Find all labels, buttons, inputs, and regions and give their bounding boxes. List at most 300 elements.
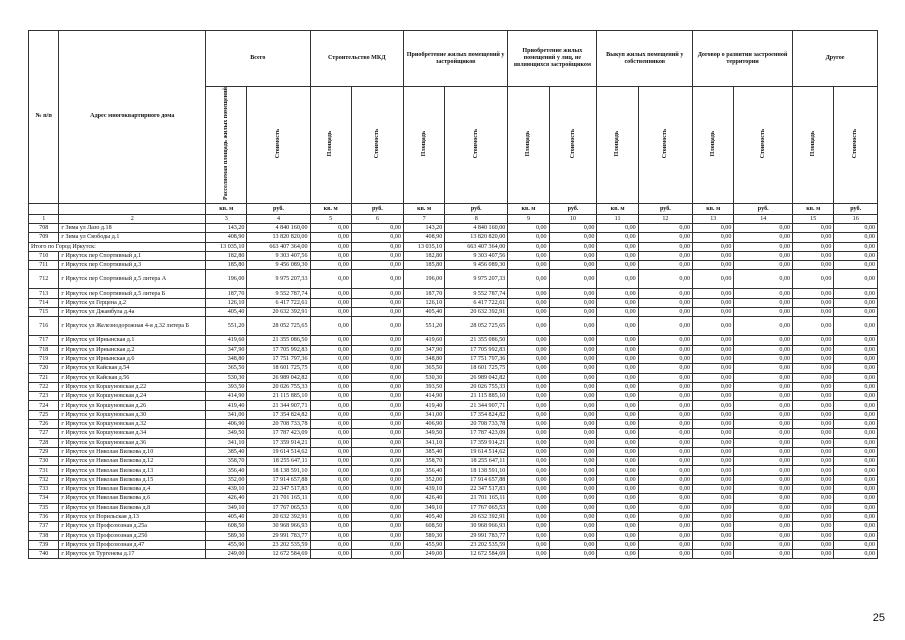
area-value: 0,00 [508,373,549,382]
unit-cost: руб. [445,203,508,214]
row-number: 722 [29,382,59,391]
cost-value: 19 614 514,62 [445,447,508,456]
area-subheader [206,87,247,204]
table-row [29,392,878,401]
area-value: 349,10 [206,503,247,512]
address-cell: г Иркутск ул Николая Вилкова д.12 [59,457,206,466]
area-value: 0,00 [793,512,834,521]
table-row [29,354,878,363]
table-row [29,382,878,391]
area-value: 182,80 [403,251,444,260]
cost-value: 0,00 [834,438,878,447]
address-cell: г Иркутск ул Норильская д.13 [59,512,206,521]
address-cell: г Иркутск ул Герцена д.2 [59,298,206,307]
area-value: 249,00 [403,550,444,559]
area-value: 0,00 [310,354,351,363]
row-number: 718 [29,345,59,354]
row-number: 710 [29,251,59,260]
row-number: 734 [29,494,59,503]
area-value: 0,00 [597,392,638,401]
cost-value: 0,00 [549,457,597,466]
address-cell: г Иркутск ул Профсоюзная д.25б [59,531,206,540]
cost-value: 18 601 725,75 [445,364,508,373]
area-value: 608,50 [206,522,247,531]
cost-value: 0,00 [549,308,597,317]
row-number: 728 [29,438,59,447]
table-row [29,233,878,242]
subheader-label: Стоимость [852,128,859,159]
area-value: 0,00 [508,550,549,559]
area-value: 0,00 [693,317,734,336]
area-value: 341,00 [206,410,247,419]
cost-value: 0,00 [351,540,403,549]
cost-value: 0,00 [834,242,878,251]
area-value: 405,40 [206,308,247,317]
cost-value: 0,00 [734,485,793,494]
area-value: 0,00 [693,298,734,307]
unit-cost: руб. [351,203,403,214]
area-value: 0,00 [693,531,734,540]
area-value: 0,00 [310,550,351,559]
area-value: 0,00 [793,317,834,336]
address-cell: г Иркутск ул Коршуновская д.30 [59,410,206,419]
area-value: 0,00 [793,270,834,289]
area-value: 0,00 [693,512,734,521]
area-value: 0,00 [508,354,549,363]
area-value: 0,00 [310,466,351,475]
area-value: 0,00 [597,364,638,373]
cost-value: 0,00 [734,494,793,503]
area-value: 0,00 [693,420,734,429]
cost-value: 18 138 591,10 [445,466,508,475]
area-value: 0,00 [508,522,549,531]
cost-value: 0,00 [638,503,692,512]
cost-value: 20 632 392,91 [247,512,310,521]
cost-value: 21 344 907,71 [247,401,310,410]
area-value: 0,00 [508,531,549,540]
column-number: 4 [247,214,310,223]
cost-value: 0,00 [549,223,597,232]
column-number: 9 [508,214,549,223]
cost-value: 0,00 [834,233,878,242]
unit-cost: руб. [247,203,310,214]
area-value: 0,00 [508,457,549,466]
area-value: 0,00 [310,420,351,429]
area-value: 0,00 [793,550,834,559]
cost-value: 0,00 [351,522,403,531]
group-header: Другое [793,31,878,87]
area-value: 530,30 [206,373,247,382]
area-value: 0,00 [310,242,351,251]
area-value: 0,00 [793,308,834,317]
unit-area: кв. м [597,203,638,214]
cost-value: 13 820 820,00 [247,233,310,242]
cost-value: 0,00 [734,345,793,354]
area-value: 0,00 [693,382,734,391]
area-value: 0,00 [597,251,638,260]
cost-value: 0,00 [834,485,878,494]
area-value: 0,00 [693,457,734,466]
cost-value: 28 052 725,65 [247,317,310,336]
address-cell: г Иркутск пер Спортивный д.5 литера Б [59,289,206,298]
cost-value: 0,00 [834,429,878,438]
row-number: 712 [29,270,59,289]
cost-value: 0,00 [638,223,692,232]
area-value: 0,00 [793,242,834,251]
area-value: 0,00 [793,457,834,466]
cost-value: 0,00 [638,438,692,447]
area-value: 0,00 [310,233,351,242]
area-value: 196,00 [403,270,444,289]
total-row [29,242,878,251]
cost-value: 26 989 042,82 [247,373,310,382]
column-number: 11 [597,214,638,223]
cost-value: 0,00 [734,420,793,429]
cost-value: 0,00 [834,251,878,260]
cost-value: 0,00 [351,308,403,317]
area-value: 0,00 [508,475,549,484]
area-value: 0,00 [693,410,734,419]
area-value: 414,90 [206,392,247,401]
col-addr-header: Адрес многоквартирного дома [59,31,206,204]
table-row [29,447,878,456]
subheader-label: Площадь [614,130,621,157]
area-value: 0,00 [693,233,734,242]
cost-value: 0,00 [351,429,403,438]
cost-value: 0,00 [549,512,597,521]
area-value: 0,00 [793,401,834,410]
area-value: 426,40 [206,494,247,503]
area-value: 0,00 [310,503,351,512]
subheader-label: Стоимость [275,128,282,159]
cost-value: 0,00 [351,242,403,251]
cost-value: 0,00 [834,392,878,401]
cost-value: 0,00 [734,354,793,363]
area-value: 0,00 [508,438,549,447]
area-value: 0,00 [693,336,734,345]
area-value: 0,00 [597,270,638,289]
row-number: 727 [29,429,59,438]
area-value: 126,10 [403,298,444,307]
row-number: 715 [29,308,59,317]
area-value: 455,90 [206,540,247,549]
area-value: 0,00 [310,251,351,260]
area-value: 405,40 [403,512,444,521]
area-subheader [403,87,444,204]
cost-value: 0,00 [734,382,793,391]
area-value: 0,00 [597,503,638,512]
area-value: 0,00 [793,494,834,503]
subheader-label: Стоимость [759,128,766,159]
cost-value: 0,00 [549,531,597,540]
area-value: 0,00 [310,494,351,503]
area-value: 0,00 [508,420,549,429]
cost-value: 0,00 [351,392,403,401]
address-cell: г Иркутск ул Коршуновская д.32 [59,420,206,429]
area-value: 187,70 [206,289,247,298]
area-value: 0,00 [597,223,638,232]
table-row [29,251,878,260]
cost-value: 0,00 [638,251,692,260]
table-row [29,298,878,307]
cost-value: 0,00 [351,550,403,559]
area-value: 0,00 [793,420,834,429]
unit-area: кв. м [310,203,351,214]
area-value: 0,00 [310,401,351,410]
address-cell: г Иркутск ул Профсоюзная д.25а [59,522,206,531]
cost-value: 0,00 [734,540,793,549]
group-header: Договор о развитии застроенной территории [693,31,793,87]
address-cell: г Иркутск ул Кайская д.54 [59,364,206,373]
cost-value: 0,00 [834,308,878,317]
cost-value: 0,00 [351,336,403,345]
area-value: 0,00 [597,438,638,447]
table-row [29,223,878,232]
cost-value: 21 115 885,10 [445,392,508,401]
cost-value: 0,00 [638,485,692,494]
cost-value: 0,00 [549,485,597,494]
table-body [29,223,878,559]
area-value: 0,00 [693,540,734,549]
area-value: 0,00 [597,494,638,503]
area-value: 0,00 [693,242,734,251]
address-cell: г Иркутск ул Николая Вилкова д.13 [59,466,206,475]
unit-area: кв. м [693,203,734,214]
area-value: 0,00 [597,345,638,354]
area-value: 0,00 [310,457,351,466]
column-number: 13 [693,214,734,223]
row-number: 725 [29,410,59,419]
group-header: Приобретение жилых помещений у застройщиков [403,31,507,87]
area-value: 0,00 [597,429,638,438]
area-value: 0,00 [793,438,834,447]
row-number: 709 [29,233,59,242]
address-cell: г Иркутск ул Тургенева д.17 [59,550,206,559]
cost-value: 0,00 [549,364,597,373]
cost-value: 0,00 [734,261,793,270]
cost-value: 0,00 [638,354,692,363]
cost-value: 20 026 755,33 [247,382,310,391]
cost-value: 0,00 [351,466,403,475]
cost-value: 17 787 423,09 [445,429,508,438]
area-value: 408,90 [403,233,444,242]
subheader-label: Расселяемая площадь жилых помещений [222,87,229,200]
area-value: 0,00 [793,485,834,494]
area-value: 0,00 [508,223,549,232]
cost-value: 0,00 [638,540,692,549]
area-value: 0,00 [597,298,638,307]
address-cell: г Иркутск ул Ирнынская д.2 [59,345,206,354]
area-value: 358,70 [403,457,444,466]
cost-value: 0,00 [351,447,403,456]
cost-value: 0,00 [734,373,793,382]
cost-value: 18 601 725,75 [247,364,310,373]
area-value: 0,00 [793,531,834,540]
area-value: 0,00 [693,345,734,354]
group-header: Приобретение жилых помещений у лиц, не являющихся застройщиком [508,31,597,87]
table-row [29,494,878,503]
area-value: 0,00 [508,485,549,494]
column-number: 8 [445,214,508,223]
area-value: 0,00 [310,447,351,456]
area-value: 0,00 [597,233,638,242]
row-number: 735 [29,503,59,512]
cost-value: 26 989 042,82 [445,373,508,382]
address-cell: г Иркутск ул Железнодорожная 4-я д.32 литера Б [59,317,206,336]
area-value: 0,00 [693,429,734,438]
cost-value: 0,00 [549,298,597,307]
cost-value: 20 632 392,91 [445,308,508,317]
area-value: 439,10 [403,485,444,494]
area-value: 419,40 [206,401,247,410]
cost-value: 0,00 [549,382,597,391]
cost-value: 21 701 165,11 [445,494,508,503]
area-value: 0,00 [793,354,834,363]
cost-value: 0,00 [549,401,597,410]
area-value: 0,00 [693,401,734,410]
area-value: 13 035,10 [403,242,444,251]
cost-value: 17 705 992,83 [247,345,310,354]
housing-program-table [28,30,878,559]
area-value: 13 035,10 [206,242,247,251]
group-header: Выкуп жилых помещений у собственников [597,31,693,87]
area-value: 0,00 [508,540,549,549]
cost-value: 663 407 364,00 [247,242,310,251]
area-value: 405,40 [206,512,247,521]
cost-value: 0,00 [734,242,793,251]
cost-value: 0,00 [834,447,878,456]
column-number: 14 [734,214,793,223]
row-number: 720 [29,364,59,373]
cost-value: 0,00 [734,233,793,242]
cost-value: 9 456 089,30 [445,261,508,270]
area-value: 0,00 [597,522,638,531]
cost-value: 0,00 [734,438,793,447]
cost-value: 17 705 992,83 [445,345,508,354]
area-value: 0,00 [793,447,834,456]
cost-value: 0,00 [638,317,692,336]
table-row [29,429,878,438]
cost-value: 0,00 [834,364,878,373]
cost-value: 17 359 914,21 [247,438,310,447]
area-value: 551,20 [403,317,444,336]
area-value: 0,00 [310,270,351,289]
table-row [29,345,878,354]
table-row [29,410,878,419]
cost-value: 0,00 [638,392,692,401]
area-value: 0,00 [508,270,549,289]
address-cell: г Иркутск ул Кайская д.56 [59,373,206,382]
column-number: 12 [638,214,692,223]
area-value: 352,00 [403,475,444,484]
area-value: 0,00 [793,382,834,391]
area-value: 455,90 [403,540,444,549]
units-row [29,203,878,214]
cost-value: 0,00 [734,410,793,419]
area-value: 419,40 [403,401,444,410]
area-value: 0,00 [793,373,834,382]
area-value: 0,00 [310,512,351,521]
area-value: 0,00 [508,251,549,260]
area-value: 0,00 [597,540,638,549]
cost-value: 0,00 [734,317,793,336]
cost-value: 0,00 [549,242,597,251]
area-value: 0,00 [693,494,734,503]
table-row [29,503,878,512]
cost-value: 0,00 [351,233,403,242]
cost-value: 0,00 [834,345,878,354]
cost-value: 0,00 [351,382,403,391]
area-value: 0,00 [597,550,638,559]
unit-area: кв. м [206,203,247,214]
area-value: 0,00 [693,289,734,298]
table-row [29,485,878,494]
address-cell: г Зима ул Свободы д.1 [59,233,206,242]
column-number: 10 [549,214,597,223]
area-value: 0,00 [597,317,638,336]
area-value: 0,00 [693,485,734,494]
area-value: 0,00 [597,475,638,484]
area-value: 341,10 [403,438,444,447]
cost-value: 0,00 [734,223,793,232]
group-header: Всего [206,31,310,87]
area-value: 0,00 [310,392,351,401]
row-number: 732 [29,475,59,484]
area-value: 0,00 [310,382,351,391]
area-value: 0,00 [597,485,638,494]
cost-value: 0,00 [549,475,597,484]
area-value: 0,00 [793,364,834,373]
cost-value: 29 991 783,77 [445,531,508,540]
table-row [29,401,878,410]
cost-value: 0,00 [638,308,692,317]
cost-value: 20 708 733,78 [247,420,310,429]
area-value: 0,00 [793,298,834,307]
area-value: 0,00 [693,550,734,559]
area-value: 393,50 [206,382,247,391]
area-value: 0,00 [793,503,834,512]
row-number: 723 [29,392,59,401]
cost-value: 21 344 907,71 [445,401,508,410]
area-value: 0,00 [693,223,734,232]
cost-value: 0,00 [638,233,692,242]
area-value: 0,00 [310,540,351,549]
area-value: 348,80 [206,354,247,363]
cost-value: 0,00 [734,364,793,373]
area-value: 0,00 [508,242,549,251]
area-value: 0,00 [310,261,351,270]
area-value: 0,00 [597,447,638,456]
area-value: 0,00 [793,429,834,438]
cost-value: 0,00 [834,410,878,419]
cost-value: 0,00 [834,261,878,270]
area-value: 0,00 [693,522,734,531]
area-value: 349,10 [403,503,444,512]
cost-value: 22 347 517,83 [247,485,310,494]
cost-value: 0,00 [638,364,692,373]
cost-value: 0,00 [549,420,597,429]
area-value: 0,00 [693,438,734,447]
subheader-label: Стоимость [661,128,668,159]
table-row [29,420,878,429]
column-number: 16 [834,214,878,223]
cost-value: 0,00 [834,540,878,549]
cost-value: 9 975 207,33 [445,270,508,289]
cost-value: 0,00 [834,457,878,466]
cost-value: 0,00 [638,494,692,503]
area-value: 0,00 [508,466,549,475]
area-value: 0,00 [597,410,638,419]
